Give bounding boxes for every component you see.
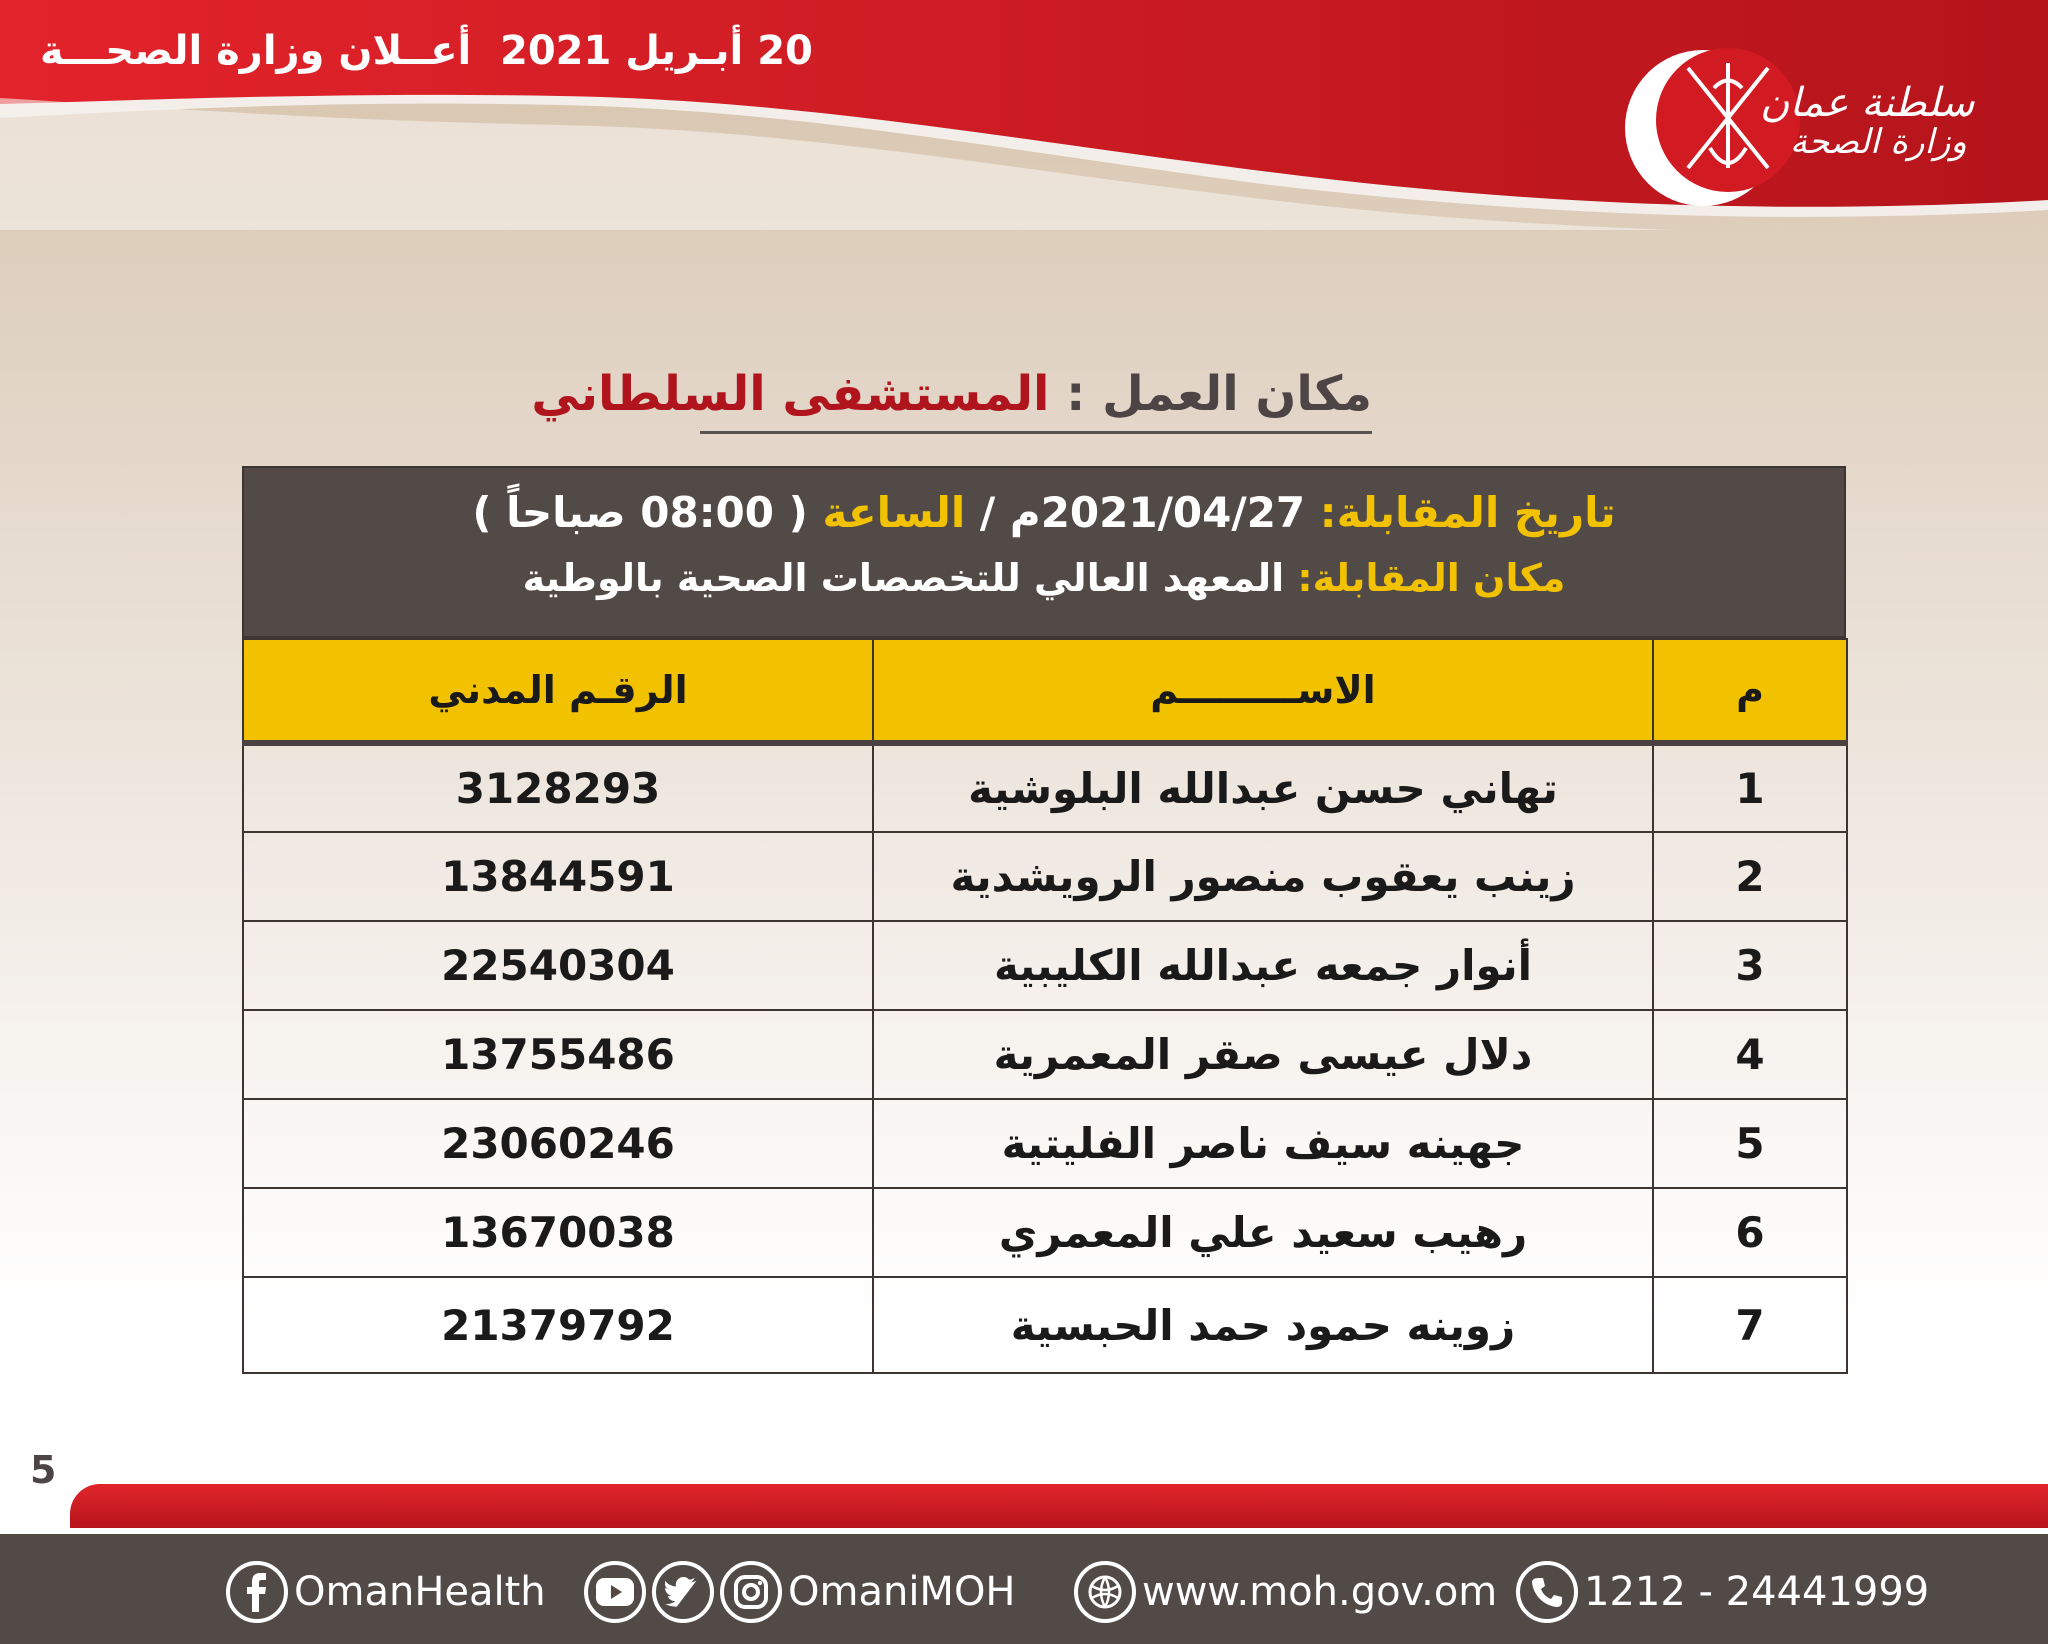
candidates-table xyxy=(242,638,1848,1374)
row-name: زوينه حمود حمد الحبسية xyxy=(873,1277,1653,1373)
interview-place-value: المعهد العالي للتخصصات الصحية بالوطية xyxy=(522,556,1285,600)
row-civil-id: 21379792 xyxy=(243,1277,873,1373)
interview-place-line xyxy=(244,556,1844,600)
interview-time-label: الساعة xyxy=(822,488,966,537)
candidates-table-block xyxy=(242,466,1846,1374)
table-row xyxy=(243,832,1847,921)
table-row xyxy=(243,1010,1847,1099)
bottom-red-band xyxy=(70,1484,2048,1528)
header-title: أعــلان وزارة الصحـــة xyxy=(40,28,472,74)
row-number: 6 xyxy=(1653,1188,1847,1277)
phone-icon xyxy=(1516,1561,1578,1623)
interview-date-value: 2021/04/27م xyxy=(1009,488,1306,537)
row-number: 3 xyxy=(1653,921,1847,1010)
table-row xyxy=(243,921,1847,1010)
interview-info-box xyxy=(242,466,1846,638)
footer-website[interactable] xyxy=(1074,1562,1497,1622)
footer-phone[interactable] xyxy=(1516,1562,1929,1622)
phone-number: 1212 - 24441999 xyxy=(1584,1569,1930,1615)
footer-social[interactable] xyxy=(584,1562,1016,1622)
interview-separator: / xyxy=(979,488,996,537)
social-handle: OmaniMOH xyxy=(788,1569,1016,1615)
page-number: 5 xyxy=(30,1448,57,1492)
website-url: www.moh.gov.om xyxy=(1142,1569,1498,1615)
workplace-value: المستشفى السلطاني xyxy=(531,366,1050,422)
header-civil-id: الرقـم المدني xyxy=(243,639,873,743)
workplace-label: مكان العمل : xyxy=(1066,366,1372,422)
web-globe-icon xyxy=(1074,1561,1136,1623)
table-row xyxy=(243,1188,1847,1277)
interview-place-label: مكان المقابلة: xyxy=(1297,556,1566,600)
logo-text-ministry: وزارة الصحة xyxy=(1790,122,1967,162)
table-row xyxy=(243,743,1847,832)
row-civil-id: 3128293 xyxy=(243,743,873,832)
row-civil-id: 22540304 xyxy=(243,921,873,1010)
row-civil-id: 13670038 xyxy=(243,1188,873,1277)
workplace-title xyxy=(531,362,1372,434)
row-number: 7 xyxy=(1653,1277,1847,1373)
row-number: 2 xyxy=(1653,832,1847,921)
header-date: 20 أبـريل 2021 xyxy=(500,28,813,74)
row-number: 5 xyxy=(1653,1099,1847,1188)
interview-date-line xyxy=(244,468,1844,556)
row-name: رهيب سعيد علي المعمري xyxy=(873,1188,1653,1277)
row-civil-id: 13755486 xyxy=(243,1010,873,1099)
row-number: 1 xyxy=(1653,743,1847,832)
table-row xyxy=(243,1099,1847,1188)
table-row xyxy=(243,1277,1847,1373)
row-civil-id: 23060246 xyxy=(243,1099,873,1188)
instagram-icon xyxy=(720,1561,782,1623)
row-name: زينب يعقوب منصور الرويشدية xyxy=(873,832,1653,921)
facebook-handle: OmanHealth xyxy=(294,1569,546,1615)
logo-text-sultanate: سلطنة عمان xyxy=(1760,80,1975,126)
row-name: دلال عيسى صقر المعمرية xyxy=(873,1010,1653,1099)
header-name: الاســـــــــم xyxy=(873,639,1653,743)
row-number: 4 xyxy=(1653,1010,1847,1099)
row-name: جهينه سيف ناصر الفليتية xyxy=(873,1099,1653,1188)
interview-time-value: ( 08:00 صباحاً ) xyxy=(472,488,808,537)
interview-date-label: تاريخ المقابلة: xyxy=(1319,488,1616,537)
footer-bar xyxy=(0,1534,2048,1644)
header-number: م xyxy=(1653,639,1847,743)
facebook-icon xyxy=(226,1561,288,1623)
row-name: أنوار جمعه عبدالله الكليبية xyxy=(873,921,1653,1010)
table-header-row xyxy=(243,639,1847,743)
row-civil-id: 13844591 xyxy=(243,832,873,921)
youtube-icon xyxy=(584,1561,646,1623)
footer-facebook[interactable] xyxy=(226,1562,546,1622)
twitter-icon xyxy=(652,1561,714,1623)
row-name: تهاني حسن عبدالله البلوشية xyxy=(873,743,1653,832)
